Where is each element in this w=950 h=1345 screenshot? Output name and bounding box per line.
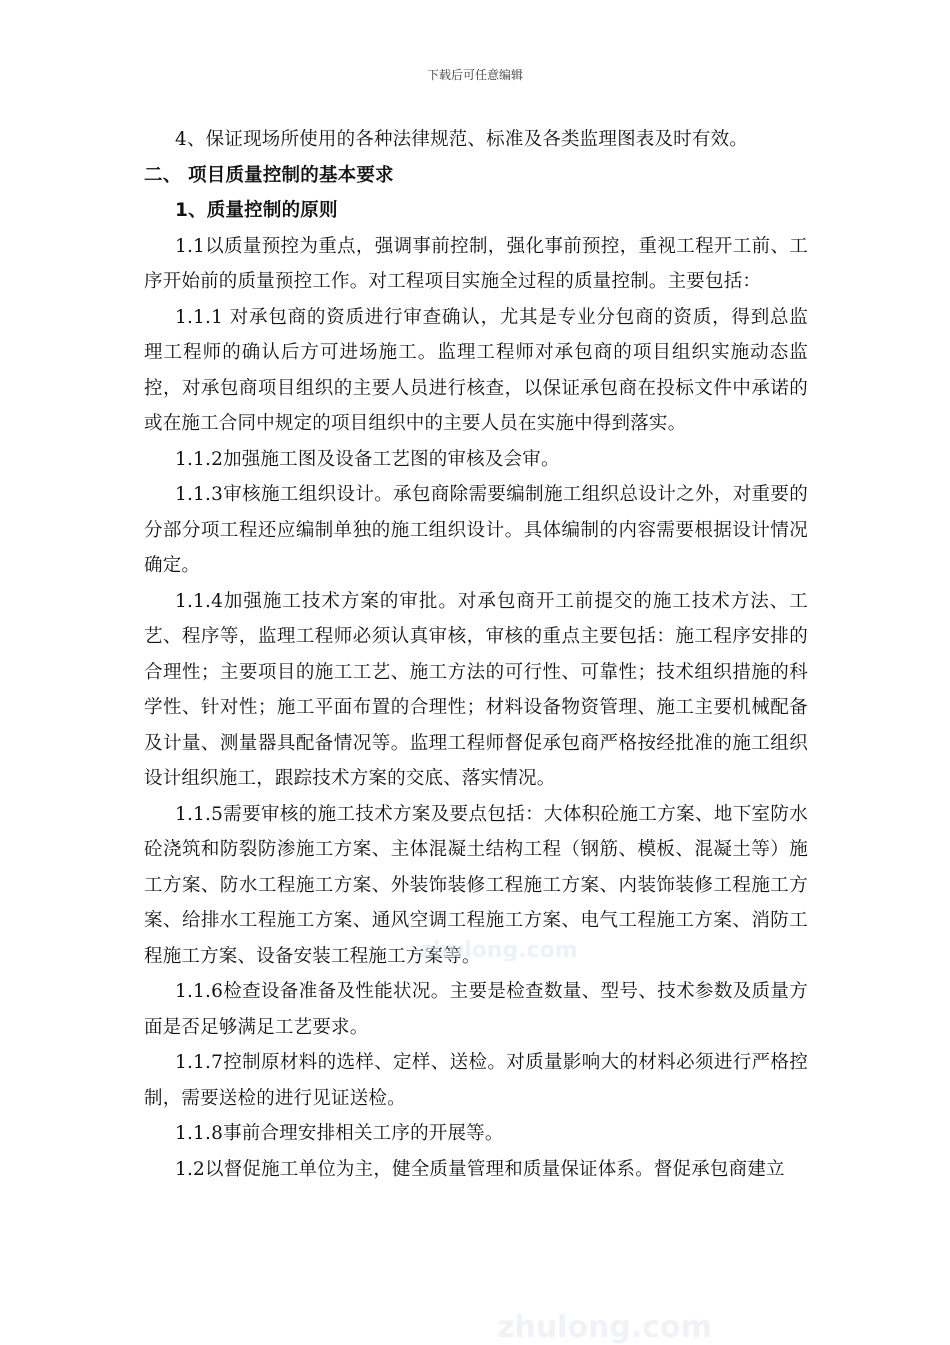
paragraph-1-1-7: 1.1.7控制原材料的选样、定样、送检。对质量影响大的材料必须进行严格控制，需要送检的进行见证送检。: [144, 1052, 808, 1109]
paragraph-1-1: 1.1以质量预控为重点，强调事前控制，强化事前预控，重视工程开工前、工序开始前的质量预控工作。对工程项目实施全过程的质量控制。主要包括：: [144, 235, 808, 292]
page-header: 下载后可任意编辑: [426, 68, 523, 82]
paragraph-1-1-3: 1.1.3审核施工组织设计。承包商除需要编制施工组织总设计之外，对重要的分部分项工程还应编制单独的施工组织设计。具体编制的内容需要根据设计情况确定。: [144, 484, 808, 576]
section-heading-2: 二、 项目质量控制的基本要求: [144, 164, 394, 186]
paragraph-1-1-8: 1.1.8事前合理安排相关工序的开展等。: [175, 1123, 504, 1144]
watermark-bottom: zhulong.com: [497, 1310, 712, 1345]
subsection-heading-1: 1、质量控制的原则: [175, 200, 338, 221]
paragraph-1-1-5: 1.1.5需要审核的施工技术方案及要点包括：大体积砼施工方案、地下室防水砼浇筑和防裂防渗施工方案、主体混凝土结构工程（钢筋、模板、混凝土等）施工方案、防水工程施工方案、外装饰装修工程施工方案、内装饰装修工程施工方案、给排水工程施工方案、通风空调工程施工方案、电气工程施工方案、消防工程施工方案、设备安装工程施工方案等。: [144, 803, 808, 967]
watermark-middle: zhulong.com: [420, 938, 578, 963]
paragraph-1-1-6: 1.1.6检查设备准备及性能状况。主要是检查数量、型号、技术参数及质量方面是否足够满足工艺要求。: [144, 981, 808, 1038]
document-body: [144, 122, 808, 1187]
paragraph-1-2: 1.2以督促施工单位为主，健全质量管理和质量保证体系。督促承包商建立: [175, 1158, 785, 1180]
paragraph-1-1-2: 1.1.2加强施工图及设备工艺图的审核及会审。: [175, 448, 560, 470]
paragraph-1-1-4: 1.1.4加强施工技术方案的审批。对承包商开工前提交的施工技术方法、工艺、程序等，监理工程师必须认真审核，审核的重点主要包括：施工程序安排的合理性；主要项目的施工工艺、施工方法的可行性、可靠性；技术组织措施的科学性、针对性；施工平面布置的合理性；材料设备物资管理、施工主要机械配备及计量、测量器具配备情况等。监理工程师督促承包商严格按经批准的施工组织设计组织施工，跟踪技术方案的交底、落实情况。: [144, 590, 808, 789]
paragraph-item-4: 4、保证现场所使用的各种法律规范、标准及各类监理图表及时有效。: [175, 129, 748, 150]
paragraph-1-1-1: 1.1.1 对承包商的资质进行审查确认，尤其是专业分包商的资质，得到总监理工程师的确认后方可进场施工。监理工程师对承包商的项目组织实施动态监控，对承包商项目组织的主要人员进行核查，以保证承包商在投标文件中承诺的或在施工合同中规定的项目组织中的主要人员在实施中得到落实。: [144, 306, 808, 434]
